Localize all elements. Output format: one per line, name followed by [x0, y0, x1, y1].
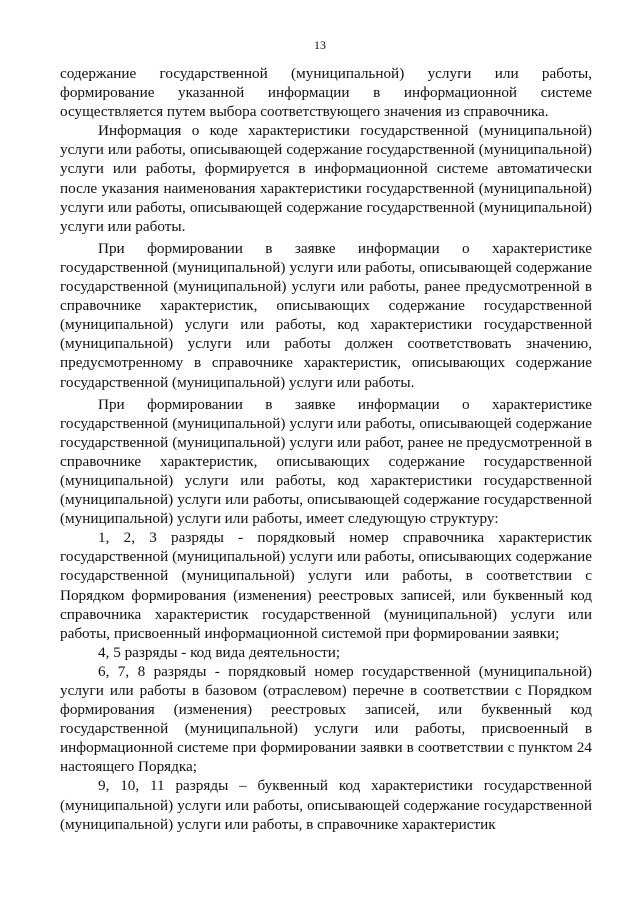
paragraph: 6, 7, 8 разряды - порядковый номер государственной (муниципальной) услуги или работы в базовом (отраслевом) перечне в соответствии с Порядком формирования (изменения) реестровых записей, или буквенный код государственной (муниципальной) услуги или работы, присвоенный в информационной системе при формировании заявки в соответствии с пунктом 24 настоящего Порядка;: [60, 662, 592, 776]
paragraph: 9, 10, 11 разряды – буквенный код характеристики государственной (муниципальной) услуги или работы, описывающей содержание государственной (муниципальной) услуги или работы, в справочнике характеристик: [60, 777, 592, 833]
body-text: [60, 64, 592, 834]
paragraph: При формировании в заявке информации о характеристике государственной (муниципальной) услуги или работы, описывающей содержание государственной (муниципальной) услуги или работы, ранее предусмотренной в справочнике характеристик, описывающих содержание государственной (муниципальной) услуги или работы, код характеристики государственной (муниципальной) услуги или работы должен соответствовать значению, предусмотренному в справочнике характеристик, описывающих содержание государственной (муниципальной) услуги или работы.: [60, 239, 592, 391]
paragraph: При формировании в заявке информации о характеристике государственной (муниципальной) услуги или работы, описывающей содержание государственной (муниципальной) услуги или работ, ранее не предусмотренной в справочнике характеристик, описывающих содержание государственной (муниципальной) услуги или работы, код характеристики государственной (муниципальной) услуги или работы, описывающей содержание государственной (муниципальной) услуги или работы, имеет следующую структуру:: [60, 395, 592, 528]
paragraph: Информация о коде характеристики государственной (муниципальной) услуги или работы, описывающей содержание государственной (муниципальной) услуги или работы, формируется в информационной системе автоматически после указания наименования характеристики государственной (муниципальной) услуги или работы, описывающей содержание государственной (муниципальной) услуги или работы.: [60, 122, 592, 235]
paragraph: 1, 2, 3 разряды - порядковый номер справочника характеристик государственной (муниципальной) услуги или работы, описывающих содержание государственной (муниципальной) услуги или работы, в соответствии с Порядком формирования (изменения) реестровых записей, или буквенный код справочника характеристик государственной (муниципальной) услуги или работы, присвоенный информационной системой при формировании заявки;: [60, 529, 592, 642]
paragraph: 4, 5 разряды - код вида деятельности;: [98, 643, 341, 661]
paragraph: содержание государственной (муниципальной) услуги или работы, формирование указанной информации в информационной системе осуществляется путем выбора соответствующего значения из справочника.: [60, 65, 592, 121]
page-number: 13: [314, 38, 326, 52]
